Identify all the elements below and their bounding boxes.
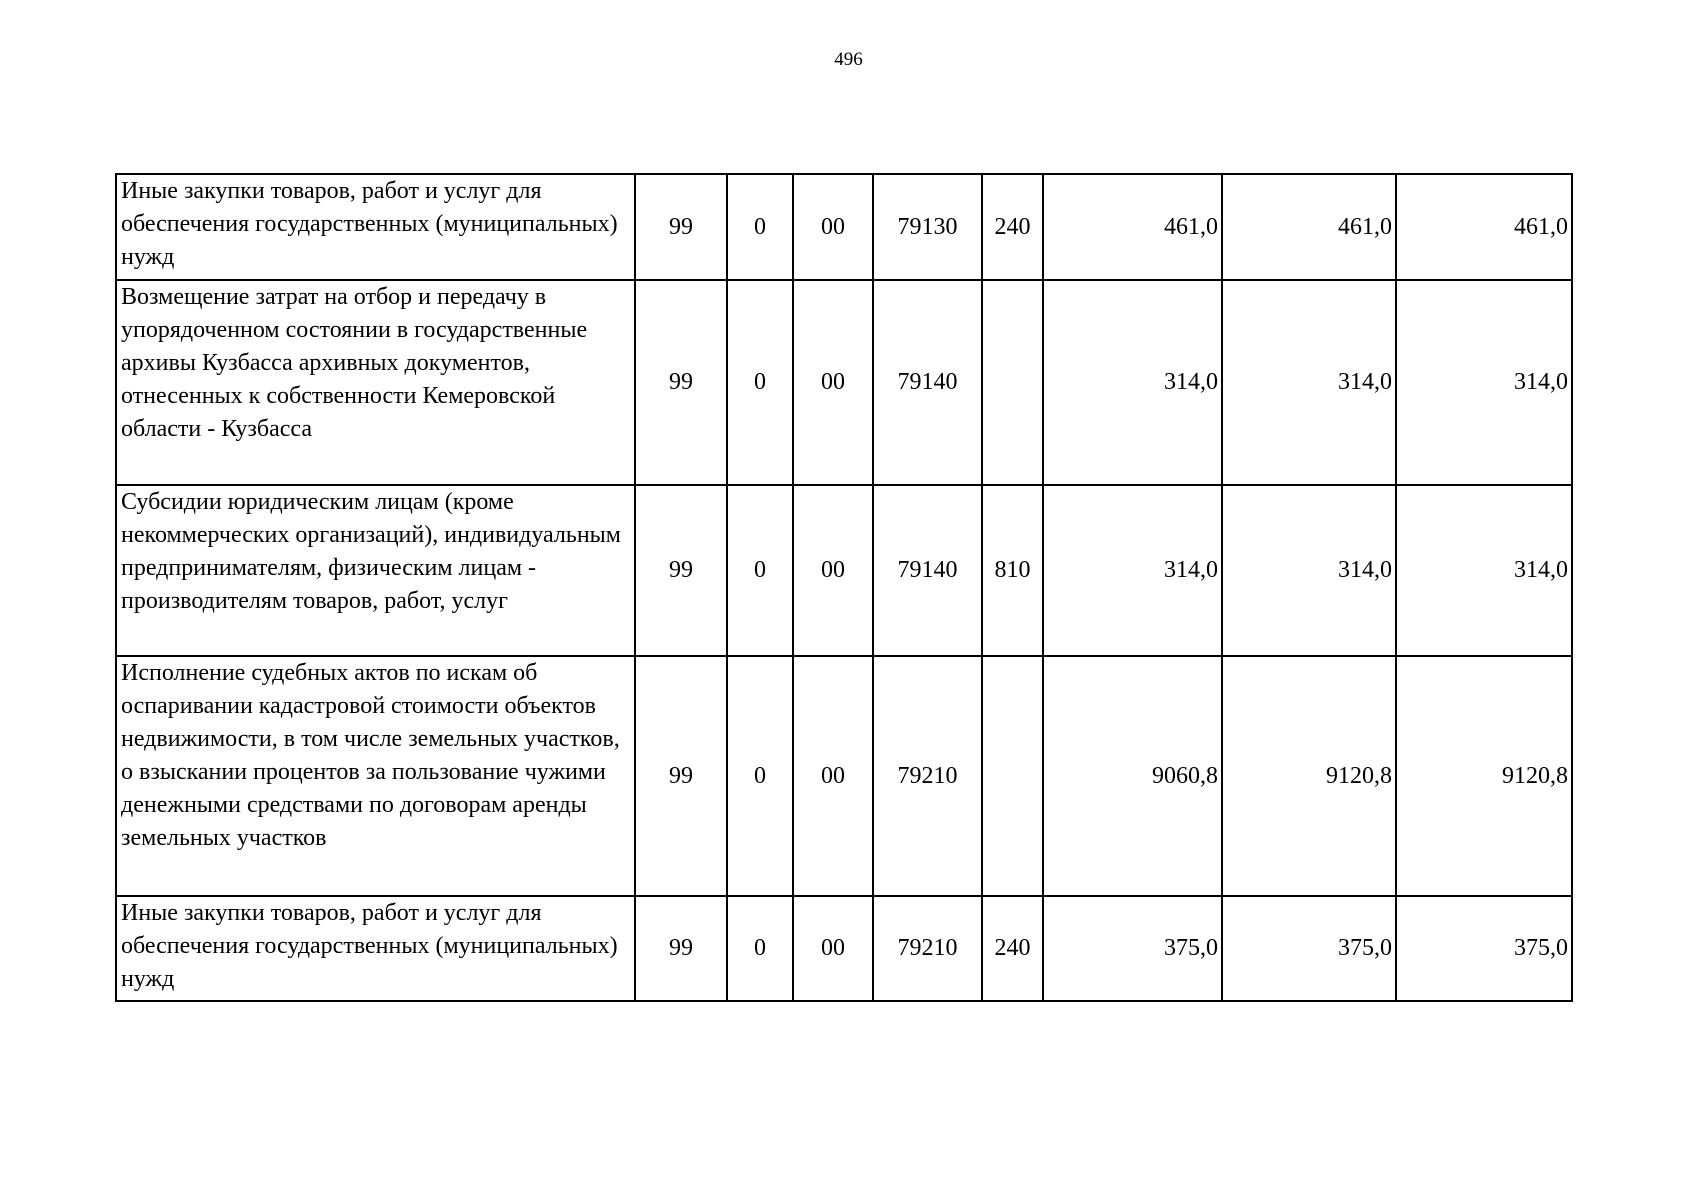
amount-year3-cell: 314,0 <box>1396 280 1572 485</box>
program-code-cell: 99 <box>635 485 727 656</box>
direction-code-cell: 79140 <box>873 280 982 485</box>
amount-year1-cell: 375,0 <box>1043 896 1222 1001</box>
event-code-cell: 00 <box>793 485 873 656</box>
subprogram-code-cell: 0 <box>727 174 793 280</box>
amount-year3-cell: 375,0 <box>1396 896 1572 1001</box>
table-row <box>116 280 1572 485</box>
expense-type-cell <box>982 656 1043 896</box>
amount-year1-cell: 314,0 <box>1043 485 1222 656</box>
table-row <box>116 485 1572 656</box>
row-description: Возмещение затрат на отбор и передачу в упорядоченном состоянии в государственные архивы Кузбасса архивных документов, отнесенных к собственности Кемеровской области - Кузбасса <box>121 284 588 442</box>
table-row <box>116 656 1572 896</box>
program-code-cell: 99 <box>635 280 727 485</box>
row-description: Иные закупки товаров, работ и услуг для обеспечения государственных (муниципальных) нужд <box>121 178 618 270</box>
row-description-cell <box>116 280 635 485</box>
row-description-cell <box>116 174 635 280</box>
row-description: Субсидии юридическим лицам (кроме некоммерческих организаций), индивидуальным предпринимателям, физическим лицам - производителям товаров, работ, услуг <box>121 489 621 614</box>
budget-table <box>115 173 1573 1002</box>
event-code-cell: 00 <box>793 656 873 896</box>
amount-year2-cell: 314,0 <box>1222 485 1396 656</box>
direction-code-cell: 79210 <box>873 896 982 1001</box>
expense-type-cell: 240 <box>982 174 1043 280</box>
program-code-cell: 99 <box>635 174 727 280</box>
event-code-cell: 00 <box>793 896 873 1001</box>
row-description-cell <box>116 656 635 896</box>
subprogram-code-cell: 0 <box>727 280 793 485</box>
amount-year2-cell: 375,0 <box>1222 896 1396 1001</box>
program-code-cell: 99 <box>635 656 727 896</box>
subprogram-code-cell: 0 <box>727 896 793 1001</box>
expense-type-cell: 810 <box>982 485 1043 656</box>
amount-year1-cell: 461,0 <box>1043 174 1222 280</box>
amount-year1-cell: 314,0 <box>1043 280 1222 485</box>
subprogram-code-cell: 0 <box>727 656 793 896</box>
direction-code-cell: 79130 <box>873 174 982 280</box>
row-description: Исполнение судебных актов по искам об оспаривании кадастровой стоимости объектов недвижимости, в том числе земельных участков, о взыскании процентов за пользование чужими денежными средствами по договорам аренды земельных участков <box>121 660 620 851</box>
row-description: Иные закупки товаров, работ и услуг для обеспечения государственных (муниципальных) нужд <box>121 900 618 992</box>
page-number: 496 <box>834 49 863 70</box>
event-code-cell: 00 <box>793 174 873 280</box>
expense-type-cell <box>982 280 1043 485</box>
direction-code-cell: 79210 <box>873 656 982 896</box>
program-code-cell: 99 <box>635 896 727 1001</box>
amount-year2-cell: 9120,8 <box>1222 656 1396 896</box>
amount-year3-cell: 9120,8 <box>1396 656 1572 896</box>
table-row <box>116 174 1572 280</box>
subprogram-code-cell: 0 <box>727 485 793 656</box>
amount-year3-cell: 461,0 <box>1396 174 1572 280</box>
direction-code-cell: 79140 <box>873 485 982 656</box>
amount-year1-cell: 9060,8 <box>1043 656 1222 896</box>
amount-year2-cell: 314,0 <box>1222 280 1396 485</box>
amount-year3-cell: 314,0 <box>1396 485 1572 656</box>
event-code-cell: 00 <box>793 280 873 485</box>
row-description-cell <box>116 485 635 656</box>
table-row <box>116 896 1572 1001</box>
row-description-cell <box>116 896 635 1001</box>
amount-year2-cell: 461,0 <box>1222 174 1396 280</box>
expense-type-cell: 240 <box>982 896 1043 1001</box>
